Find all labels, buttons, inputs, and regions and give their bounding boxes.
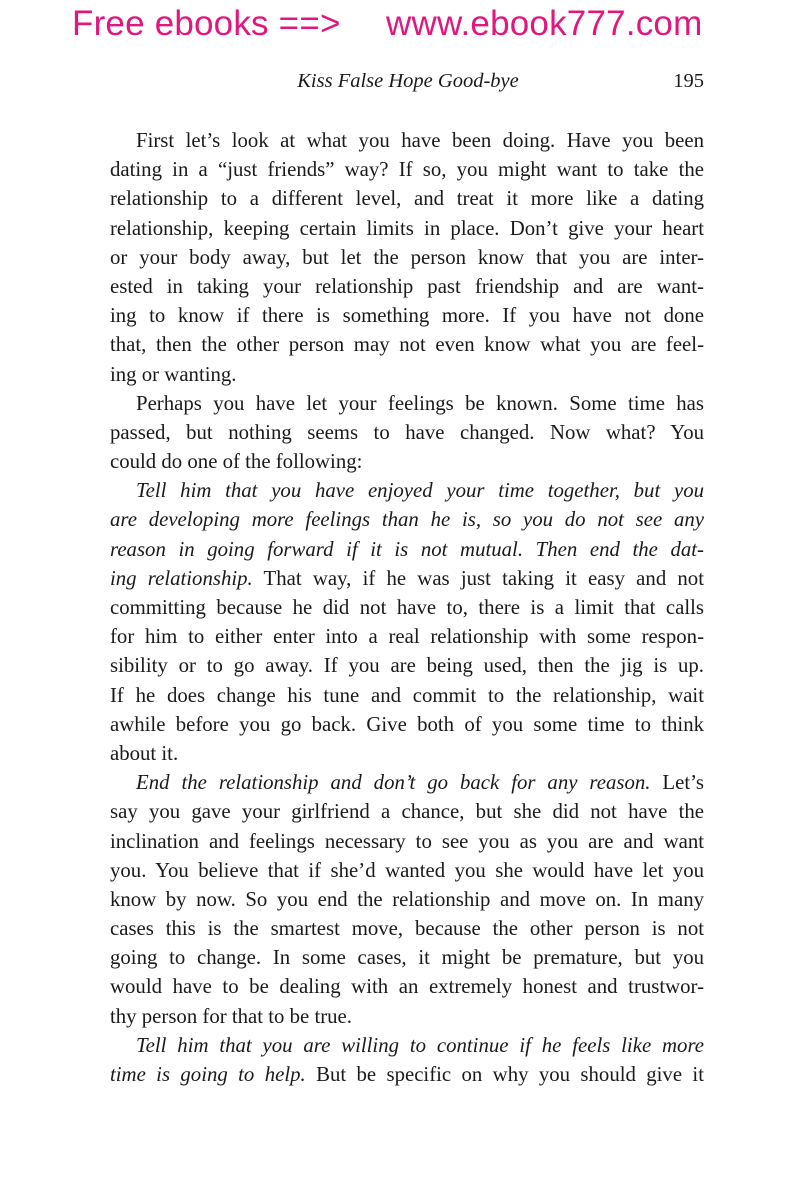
text-line bbox=[110, 360, 704, 389]
text-segment: thy person for that to be true. bbox=[110, 1004, 352, 1028]
text-line bbox=[110, 418, 704, 447]
text-line bbox=[110, 651, 704, 680]
text-segment: could do one of the following: bbox=[110, 450, 363, 474]
watermark-banner bbox=[0, 2, 799, 50]
text-line bbox=[110, 1060, 704, 1089]
text-line bbox=[110, 447, 704, 476]
text-line bbox=[110, 1031, 704, 1060]
text-line bbox=[110, 593, 704, 622]
text-line bbox=[110, 856, 704, 885]
banner-website-text: www.ebook777.com bbox=[386, 4, 703, 43]
text-line bbox=[110, 768, 704, 797]
text-line bbox=[110, 943, 704, 972]
page-number: 195 bbox=[673, 70, 704, 92]
text-segment: relationship to a different level, and treat it more like a dating bbox=[110, 187, 704, 211]
text-segment: inclination and feelings necessary to see you as you are and want bbox=[110, 829, 704, 853]
text-segment: Perhaps you have let your feelings be known. Some time has bbox=[136, 391, 704, 415]
text-line bbox=[110, 564, 704, 593]
body-text bbox=[110, 126, 704, 1089]
italic-text-segment: time is going to help. bbox=[110, 1063, 306, 1086]
text-line bbox=[110, 622, 704, 651]
text-segment: passed, but nothing seems to have changed. Now what? You bbox=[110, 420, 704, 444]
text-segment: Let’s bbox=[650, 771, 704, 795]
text-line bbox=[110, 330, 704, 359]
running-head bbox=[110, 70, 704, 100]
text-segment: If he does change his tune and commit to the relationship, wait bbox=[110, 683, 704, 707]
text-segment: But be specific on why you should give it bbox=[305, 1063, 704, 1086]
text-segment: ing to know if there is something more. If you have not done bbox=[110, 304, 704, 328]
text-line bbox=[110, 476, 704, 505]
text-line bbox=[110, 214, 704, 243]
text-line bbox=[110, 739, 704, 768]
italic-text-segment: Tell him that you have enjoyed your time together, but you bbox=[136, 479, 704, 503]
text-line bbox=[110, 535, 704, 564]
text-line bbox=[110, 243, 704, 272]
text-segment: relationship, keeping certain limits in place. Don’t give your heart bbox=[110, 216, 704, 240]
text-segment: ing or wanting. bbox=[110, 362, 237, 386]
text-line bbox=[110, 301, 704, 330]
text-line bbox=[110, 710, 704, 739]
text-line bbox=[110, 272, 704, 301]
text-segment: going to change. In some cases, it might be premature, but you bbox=[110, 946, 704, 970]
text-line bbox=[110, 681, 704, 710]
text-line bbox=[110, 505, 704, 534]
text-line bbox=[110, 155, 704, 184]
text-segment: would have to be dealing with an extremely honest and trustwor- bbox=[110, 975, 704, 999]
text-line bbox=[110, 797, 704, 826]
text-segment: for him to either enter into a real relationship with some respon- bbox=[110, 625, 704, 649]
text-segment: say you gave your girlfriend a chance, but she did not have the bbox=[110, 800, 704, 824]
text-segment: that, then the other person may not even know what you are feel- bbox=[110, 333, 704, 357]
text-line bbox=[110, 184, 704, 213]
text-line bbox=[110, 389, 704, 418]
text-segment: ested in taking your relationship past friendship and are want- bbox=[110, 274, 704, 298]
text-segment: awhile before you go back. Give both of you some time to think bbox=[110, 712, 704, 736]
text-line bbox=[110, 914, 704, 943]
text-segment: about it. bbox=[110, 741, 179, 765]
text-segment: That way, if he was just taking it easy and not bbox=[252, 566, 704, 590]
text-segment: sibility or to go away. If you are being used, then the jig is up. bbox=[110, 654, 704, 678]
italic-text-segment: End the relationship and don’t go back for any reason. bbox=[136, 771, 651, 795]
text-line bbox=[110, 972, 704, 1001]
text-line bbox=[110, 885, 704, 914]
text-segment: committing because he did not have to, there is a limit that calls bbox=[110, 596, 704, 619]
banner-free-ebooks-text: Free ebooks ==> bbox=[72, 4, 341, 43]
text-segment: cases this is the smartest move, because the other person is not bbox=[110, 917, 704, 941]
text-line bbox=[110, 126, 704, 155]
text-line bbox=[110, 1002, 704, 1031]
text-segment: or your body away, but let the person know that you are inter- bbox=[110, 245, 704, 269]
text-segment: dating in a “just friends” way? If so, you might want to take the bbox=[110, 158, 704, 182]
text-segment: know by now. So you end the relationship and move on. In many bbox=[110, 887, 704, 911]
text-segment: First let’s look at what you have been doing. Have you been bbox=[136, 129, 704, 152]
italic-text-segment: Tell him that you are willing to continue if he feels like more bbox=[136, 1033, 704, 1057]
italic-text-segment: are developing more feelings than he is, so you do not see any bbox=[110, 508, 704, 532]
italic-text-segment: reason in going forward if it is not mutual. Then end the dat- bbox=[110, 537, 704, 561]
running-head-title: Kiss False Hope Good-bye bbox=[297, 70, 519, 92]
italic-text-segment: ing relationship. bbox=[110, 566, 253, 590]
text-segment: you. You believe that if she’d wanted you she would have let you bbox=[110, 858, 704, 882]
text-line bbox=[110, 827, 704, 856]
